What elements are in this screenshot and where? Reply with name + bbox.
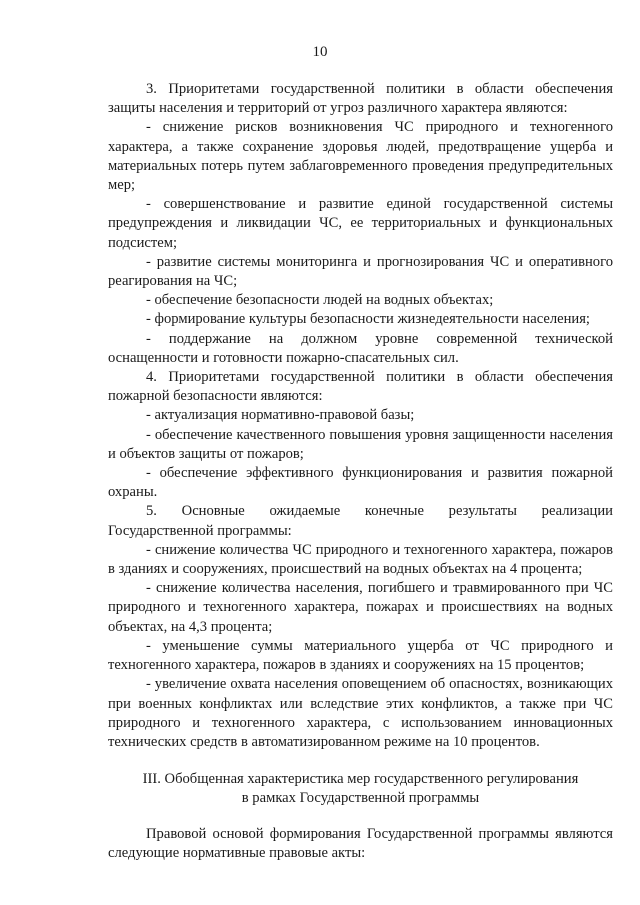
document-body <box>108 80 613 863</box>
list-item-fire-service: - обеспечение эффективного функционирования и развития пожарной охраны. <box>108 465 613 501</box>
list-item-technical-readiness: - поддержание на должном уровне современной технической оснащенности и готовности пожарно-спасательных сил. <box>108 330 613 366</box>
list-item-protection-level: - обеспечение качественного повышения уровня защищенности населения и объектов защиты от пожаров; <box>108 426 613 462</box>
section-heading <box>108 770 613 808</box>
list-item-risk-reduction: - снижение рисков возникновения ЧС природного и техногенного характера, а также сохранение здоровья людей, предотвращение ущерба и материальных потерь путем заблаговременного проведения предупредительных мер; <box>108 119 613 194</box>
paragraph-priorities-fire: 4. Приоритетами государственной политики в области обеспечения пожарной безопасности являются: <box>108 369 613 405</box>
list-item-monitoring: - развитие системы мониторинга и прогнозирования ЧС и оперативного реагирования на ЧС; <box>108 253 613 290</box>
section-heading-line1: III. Обобщенная характеристика мер государственного регулирования <box>142 771 579 788</box>
page-number: 10 <box>312 44 328 60</box>
list-item-alert-coverage: - увеличение охвата населения оповещением об опасностях, возникающих при военных конфликтах или вследствие этих конфликтов, а также при ЧС природного и техногенного характера, с использованием инновационных технических средств в автоматизированном режиме на 10 процентов. <box>108 676 613 750</box>
paragraph-legal-basis: Правовой основой формирования Государственной программы являются следующие нормативные правовые акты: <box>108 825 613 861</box>
list-item-unified-system: - совершенствование и развитие единой государственной системы предупреждения и ликвидации ЧС, ее территориальных и функциональных подсистем; <box>108 196 613 251</box>
list-item-casualty-reduction: - снижение количества населения, погибшего и травмированного при ЧС природного и техногенного характера, пожарах и происшествиях на водных объектах, на 4,3 процента; <box>108 580 613 635</box>
list-item-safety-culture: - формирование культуры безопасности жизнедеятельности населения; <box>146 311 590 328</box>
paragraph-priorities-protection: 3. Приоритетами государственной политики в области обеспечения защиты населения и территорий от угроз различного характера являются: <box>108 81 613 117</box>
list-item-legal-base: - актуализация нормативно-правовой базы; <box>146 407 415 424</box>
list-item-emergency-reduction: - снижение количества ЧС природного и техногенного характера, пожаров в зданиях и сооружениях, происшествий на водных объектах на 4 процента; <box>108 541 613 578</box>
list-item-damage-reduction: - уменьшение суммы материального ущерба от ЧС природного и техногенного характера, пожаров в зданиях и сооружениях на 15 процентов; <box>108 637 613 674</box>
spacer <box>108 809 613 825</box>
paragraph-expected-results: 5. Основные ожидаемые конечные результаты реализации Государственной программы: <box>108 503 613 539</box>
list-item-water-safety: - обеспечение безопасности людей на водных объектах; <box>146 292 494 309</box>
section-heading-line2: в рамках Государственной программы <box>241 790 480 807</box>
